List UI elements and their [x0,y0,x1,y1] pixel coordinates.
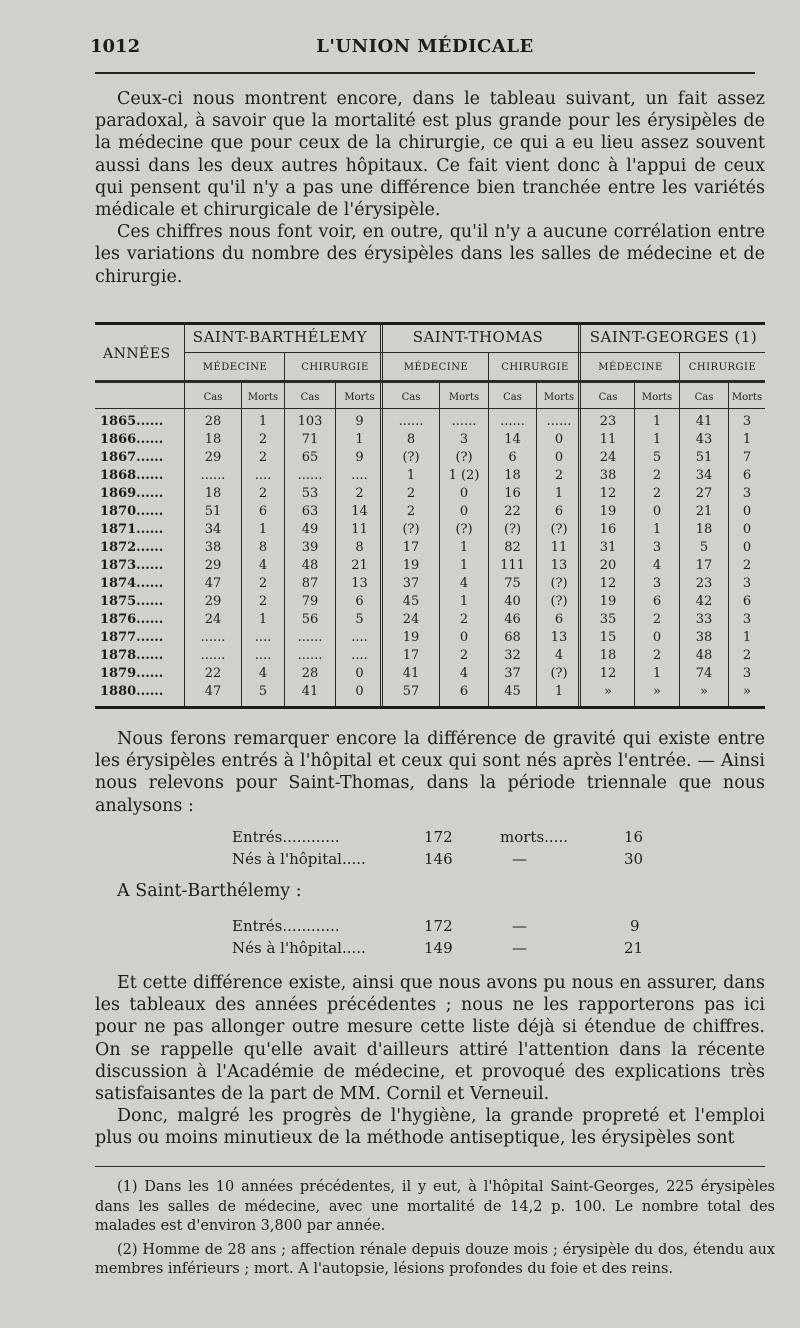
table-row [95,684,765,700]
table-cell: 4 [459,576,469,591]
table-cell: 38 [599,468,617,483]
table-cell: 51 [204,504,222,519]
stat-count: 172 [424,828,453,846]
table-cell: 2 [459,648,469,663]
col-cas: Cas [401,392,421,403]
table-cell: 0 [742,522,752,537]
table-row [95,432,765,448]
year-cell: 1866...... [100,432,164,447]
table-cell: 31 [599,540,617,555]
table-cell: 4 [258,666,268,681]
table-cell: 1 [258,522,268,537]
table-cell: 1 [459,558,469,573]
table-cell: 6 [355,594,364,609]
table-cell: .... [351,630,368,645]
table-cell: 2 [742,648,752,663]
table-cell: » [700,684,708,699]
table-cell: 2 [742,558,752,573]
table-cell: (?) [402,522,420,537]
table-cell: .... [351,648,368,663]
stat-word: — [512,850,527,868]
table-cell: .... [254,630,272,645]
hospital-header: SAINT-THOMAS [412,328,544,346]
year-cell: 1877...... [100,630,164,645]
header-rule [95,380,765,383]
table-cell: 16 [504,486,521,501]
table-cell: 5 [258,684,268,699]
table-cell: 19 [402,558,420,573]
col-morts: Morts [641,392,673,403]
table-cell: » [743,684,751,699]
col-cas: Cas [503,392,522,403]
stat-word: morts..... [500,828,568,846]
table-cell: 111 [500,558,525,573]
table-cell: 17 [695,558,713,573]
table-cell: » [604,684,612,699]
table-cell: 24 [204,612,222,627]
table-cell: 71 [301,432,319,447]
table-row [95,522,765,538]
year-cell: 1869...... [100,486,164,501]
table-cell: ...... [200,630,226,645]
table-cell: 13 [351,576,368,591]
paragraph: Et cette différence existe, ainsi que nous avons pu nous en assurer, dans les tableaux des années précédentes ; nous ne les rapporterons pas ici pour ne pas allonger outre mesure cette liste déjà si étendue de chiffres. On se rappelle qu'elle avait d'ailleurs attiré l'attention dans la récente discussion à l'Académie de médecine, et provoqué des explications très satisfaisantes de la part de MM. Cornil et Verneuil. [95,973,765,1105]
table-cell: .... [254,468,272,483]
table-cell: 21 [351,558,368,573]
table-cell: 5 [699,540,709,555]
page-number: 1012 [90,36,141,57]
table-cell: 27 [695,486,713,501]
table-cell: 11 [351,522,368,537]
col-cas: Cas [694,392,714,403]
table-bottom-rule [95,706,765,709]
table-cell: 46 [504,612,521,627]
table-row [95,486,765,502]
table-cell: ...... [297,468,323,483]
table-cell: 1 [258,612,268,627]
table-top-rule [95,322,765,325]
stat-count: 146 [424,850,453,868]
table-cell: 2 [406,504,416,519]
table-cell: 11 [550,540,568,555]
col-morts: Morts [543,392,575,403]
table-cell: 1 (2) [448,468,480,483]
service-header: MÉDECINE [202,362,268,373]
table-cell: (?) [550,522,568,537]
table-cell: 3 [742,414,752,429]
table-cell: 1 [652,432,662,447]
table-cell: 38 [204,540,222,555]
table-cell: 74 [695,666,713,681]
erysipelas-table [95,322,765,710]
table-cell: 1 [258,414,268,429]
table-cell: 21 [695,504,713,519]
table-cell: 0 [459,630,469,645]
table-cell: 19 [599,594,617,609]
stat-deaths: 9 [630,917,640,935]
year-cell: 1874...... [100,576,164,591]
col-cas: Cas [203,392,223,403]
hospital-header: SAINT-GEORGES (1) [589,328,758,346]
table-cell: 3 [652,576,662,591]
table-row [95,630,765,646]
table-row [95,540,765,556]
stat-label: Entrés............ [232,917,340,935]
table-cell: 48 [301,558,319,573]
table-cell: 51 [695,450,713,465]
footnote: (1) Dans les 10 années précédentes, il y eut, à l'hôpital Saint-Georges, 225 érysipèles dans les salles de médecine, avec une mortalité de 14,2 p. 100. Le nombre total des malades est d'environ 3,800 par année. [95,1179,775,1235]
table-cell: 1 [554,486,564,501]
table-cell: 42 [695,594,713,609]
table-cell: 11 [599,432,617,447]
table-cell: 48 [695,648,713,663]
table-cell: 0 [742,504,752,519]
table-cell: 14 [351,504,368,519]
year-cell: 1876...... [100,612,164,627]
stat-word: — [512,939,527,957]
header-rule [95,408,765,409]
col-morts: Morts [247,392,279,403]
table-cell: 6 [652,594,662,609]
table-cell: 6 [554,504,564,519]
table-cell: 2 [406,486,416,501]
table-cell: 29 [204,558,222,573]
footnote-rule [95,1166,765,1167]
year-cell: 1873...... [100,558,164,573]
table-cell: 32 [504,648,521,663]
footnotes [95,1178,775,1280]
paragraph: Ces chiffres nous font voir, en outre, qu'il n'y a aucune corrélation entre les variations du nombre des érysipèles dans les salles de médecine et de chirurgie. [95,222,765,287]
table-cell: 37 [504,666,521,681]
table-cell: ...... [200,648,226,663]
table-cell: 103 [297,414,323,429]
stat-count: 172 [424,917,453,935]
table-cell: 2 [258,594,268,609]
table-cell: 2 [554,468,564,483]
table-row [95,666,765,682]
table-cell: 24 [402,612,420,627]
table-cell: 28 [301,666,319,681]
table-cell: 53 [301,486,319,501]
table-cell: ...... [297,648,323,663]
table-cell: 4 [258,558,268,573]
stat-label: Nés à l'hôpital..... [232,850,366,868]
header-rule [95,72,755,74]
table-cell: 1 [652,414,662,429]
table-cell: 63 [301,504,319,519]
paragraph: Nous ferons remarquer encore la différence de gravité qui existe entre les érysipèles entrés à l'hôpital et ceux qui sont nés après l'entrée. — Ainsi nous relevons pour Saint-Thomas, dans la période triennale que nous analysons : [95,729,765,816]
stat-count: 149 [424,939,453,957]
table-cell: 28 [204,414,222,429]
table-cell: 8 [258,540,268,555]
table-cell: 0 [652,504,662,519]
table-cell: .... [351,468,368,483]
table-cell: 4 [554,648,564,663]
table-cell: 2 [258,450,268,465]
table-cell: 0 [459,486,469,501]
journal-title: L'UNION MÉDICALE [316,36,534,57]
table-cell: 2 [258,486,268,501]
table-cell: 9 [355,414,364,429]
table-cell: 14 [504,432,521,447]
table-row [95,504,765,520]
table-row [95,414,765,430]
year-cell: 1865...... [100,414,164,429]
col-morts: Morts [344,392,375,403]
service-header: CHIRURGIE [501,362,569,373]
table-cell: (?) [402,450,420,465]
table-cell: 34 [204,522,222,537]
intro-text [95,88,765,288]
table-cell: 35 [599,612,617,627]
table-cell: 5 [355,612,364,627]
table-cell: 82 [504,540,521,555]
table-cell: 3 [652,540,662,555]
table-cell: 34 [695,468,713,483]
table-cell: 13 [550,630,568,645]
hospital-header: SAINT-BARTHÉLEMY [192,328,368,346]
table-cell: 0 [742,540,752,555]
table-cell: 6 [508,450,517,465]
year-cell: 1880...... [100,684,164,699]
table-row [95,558,765,574]
table-cell: 40 [504,594,521,609]
table-cell: 6 [554,612,564,627]
table-cell: 3 [742,486,752,501]
table-cell: 5 [652,450,662,465]
table-cell: 18 [504,468,521,483]
table-cell: 0 [554,450,564,465]
table-row [95,450,765,466]
col-morts: Morts [731,392,763,403]
table-cell: 18 [204,486,222,501]
table-cell: 39 [301,540,319,555]
table-cell: 22 [204,666,222,681]
table-cell: 56 [301,612,319,627]
table-cell: 47 [204,684,222,699]
table-cell: 1 [652,666,662,681]
year-cell: 1870...... [100,504,164,519]
table-row [95,648,765,664]
table-cell: 0 [355,666,364,681]
table-cell: 33 [695,612,713,627]
table-cell: 65 [301,450,319,465]
table-cell: 18 [204,432,222,447]
stat-word: — [512,917,527,935]
table-cell: 3 [742,576,752,591]
table-cell: 4 [652,558,662,573]
col-cas: Cas [300,392,320,403]
table-cell: 45 [402,594,420,609]
table-cell: 2 [652,468,662,483]
table-cell: ...... [297,630,323,645]
year-cell: 1875...... [100,594,164,609]
table-cell: 6 [742,468,752,483]
table-cell: (?) [455,522,473,537]
table-cell: ...... [451,414,477,429]
table-cell: 29 [204,594,222,609]
saint-barthelemy-heading: A Saint-Barthélemy : [117,881,302,901]
table-cell: 9 [355,450,364,465]
table-cell: 3 [742,666,752,681]
table-cell: 6 [459,684,469,699]
table-cell: 68 [504,630,521,645]
table-cell: 2 [459,612,469,627]
table-cell: 2 [652,612,662,627]
table-cell: (?) [550,576,568,591]
table-cell: 18 [599,648,617,663]
table-cell: (?) [550,594,568,609]
col-morts: Morts [448,392,480,403]
table-cell: 57 [402,684,420,699]
stat-deaths: 16 [624,828,644,846]
table-cell: 18 [695,522,713,537]
table-cell: 15 [599,630,617,645]
table-cell: 75 [504,576,521,591]
stat-label: Nés à l'hôpital..... [232,939,366,957]
table-cell: 6 [258,504,268,519]
middle-text [95,728,765,817]
paragraph: Ceux-ci nous montrent encore, dans le tableau suivant, un fait assez paradoxal, à savoir que la mortalité est plus grande pour les érysipèles de la médecine que pour ceux de la chirurgie, ce qui a eu lieu assez souvent aussi dans les deux autres hôpitaux. Ce fait vient donc à l'appui de ceux qui pensent qu'il n'y a pas une différence bien tranchée entre les variétés médicale et chirurgicale de l'érysipèle. [95,89,765,221]
table-row [95,594,765,610]
table-cell: 41 [301,684,319,699]
table-cell: 23 [695,576,713,591]
table-cell: 37 [402,576,420,591]
table-cell: 22 [504,504,521,519]
table-cell: 0 [459,504,469,519]
table-cell: 19 [402,630,420,645]
table-cell: 8 [355,540,364,555]
stat-deaths: 30 [624,850,644,868]
table-cell: 7 [742,450,752,465]
table-row [95,468,765,484]
header-rule [185,352,765,353]
table-cell: ...... [200,468,226,483]
table-cell: 12 [599,486,617,501]
table-cell: 23 [599,414,617,429]
year-cell: 1879...... [100,666,164,681]
service-header: CHIRURGIE [301,362,369,373]
table-cell: ...... [546,414,572,429]
table-cell: 29 [204,450,222,465]
table-row [95,612,765,628]
table-cell: (?) [455,450,473,465]
table-cell: ...... [500,414,525,429]
table-cell: 2 [355,486,364,501]
page-header [90,30,760,70]
stat-deaths: 21 [624,939,644,957]
table-cell: 1 [406,468,416,483]
table-cell: 2 [258,576,268,591]
table-cell: 1 [355,432,364,447]
table-cell: 20 [599,558,617,573]
year-cell: 1867...... [100,450,164,465]
table-cell: 1 [459,540,469,555]
table-cell: 38 [695,630,713,645]
paragraph: Donc, malgré les progrès de l'hygiène, la grande propreté et l'emploi plus ou moins minutieux de la méthode antiseptique, les érysipèles sont [95,1106,765,1149]
table-cell: .... [254,648,272,663]
table-cell: 13 [550,558,568,573]
table-cell: 0 [652,630,662,645]
table-cell: » [653,684,661,699]
year-cell: 1868...... [100,468,164,483]
table-cell: ...... [398,414,424,429]
service-header: MÉDECINE [403,362,469,373]
table-cell: 1 [742,432,752,447]
table-cell: 17 [402,648,420,663]
closing-text [95,972,765,1150]
table-cell: (?) [550,666,568,681]
table-cell: 0 [355,684,364,699]
table-row [95,576,765,592]
footnote: (2) Homme de 28 ans ; affection rénale depuis douze mois ; érysipèle du dos, étendu aux membres inférieurs ; mort. A l'autopsie, lésions profondes du foie et des reins. [95,1241,775,1278]
table-cell: 12 [599,666,617,681]
table-cell: 87 [301,576,319,591]
year-cell: 1871...... [100,522,164,537]
table-cell: 79 [301,594,319,609]
years-header: ANNÉES [103,346,171,362]
year-cell: 1872...... [100,540,164,555]
table-cell: 6 [742,594,752,609]
col-cas: Cas [598,392,618,403]
table-cell: 8 [406,432,416,447]
table-cell: 45 [504,684,521,699]
table-cell: 0 [554,432,564,447]
year-cell: 1878...... [100,648,164,663]
table-cell: 1 [652,522,662,537]
table-cell: 17 [402,540,420,555]
table-cell: 1 [554,684,564,699]
table-cell: 19 [599,504,617,519]
table-cell: 12 [599,576,617,591]
table-cell: 2 [258,432,268,447]
table-cell: 43 [695,432,713,447]
service-header: MÉDECINE [598,362,663,373]
table-cell: 47 [204,576,222,591]
table-cell: 2 [652,486,662,501]
table-cell: 2 [652,648,662,663]
table-cell: 24 [599,450,617,465]
stat-label: Entrés............ [232,828,340,846]
table-cell: 16 [599,522,617,537]
table-cell: 4 [459,666,469,681]
table-cell: (?) [503,522,522,537]
table-cell: 3 [742,612,752,627]
table-cell: 41 [695,414,713,429]
table-cell: 41 [402,666,420,681]
service-header: CHIRURGIE [688,362,757,373]
table-cell: 1 [742,630,752,645]
table-cell: 49 [301,522,319,537]
table-cell: 3 [459,432,469,447]
table-cell: 1 [459,594,469,609]
